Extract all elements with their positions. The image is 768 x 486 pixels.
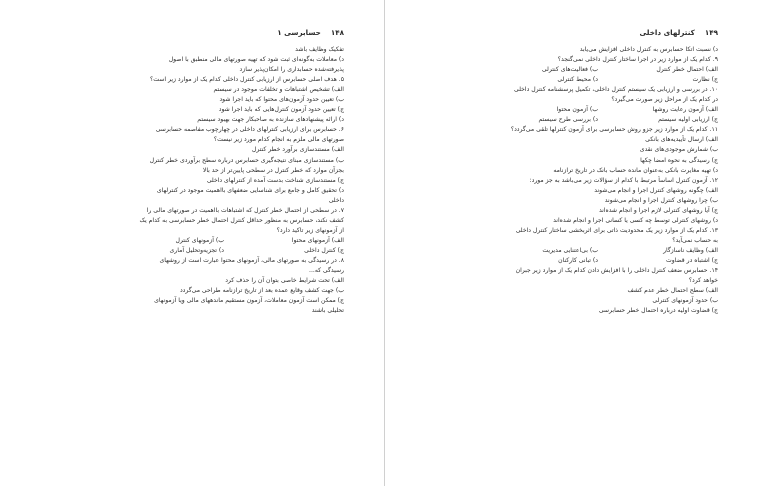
option-item: ب) آزمون محتوا	[556, 106, 598, 114]
text-line: د) تحقیق کامل و جامع برای شناسایی ضعفهای بااهمیت موجود در کنترلهای	[156, 186, 344, 194]
option-row	[425, 246, 718, 256]
option-item: ب) بی‌اعتنایی مدیریت	[542, 246, 598, 254]
running-title: حسابرسی ۱	[277, 28, 321, 37]
text-line: د) ارائه پیشنهادهای سازنده به صاحبکار جهت بهبود سیستم	[197, 116, 344, 124]
option-item: د) محیط کنترلی	[557, 76, 598, 84]
text-line: ج) آیا روشهای کنترلی لازم اجرا و انجام شده‌اند	[598, 206, 718, 214]
option-item: د) تجزیه‌وتحلیل آماری	[169, 246, 224, 254]
text-line: د) معاملات به‌گونه‌ای ثبت شود که تهیه صورتهای مالی منطبق با اصول	[168, 56, 344, 64]
text-line: ۱۳. کدام یک از موارد زیر یک محدودیت ذاتی برای اثربخشی ساختار کنترل داخلی	[515, 226, 718, 234]
text-line: در کدام یک از مراحل زیر صورت می‌گیرد؟	[611, 96, 718, 104]
text-line: ج) قضاوت اولیه درباره احتمال خطر حسابرسی	[598, 307, 718, 315]
text-line: ج) رسیدگی به نحوه امضا چکها	[640, 156, 718, 164]
text-line: پذیرفته‌شده حسابداری را امکان‌پذیر سازد	[239, 66, 344, 74]
text-line: ۷. در سطحی از احتمال خطر کنترل که اشتباهات بااهمیت در صورتهای مالی را	[146, 206, 344, 214]
text-line: تفکیک وظایف باشد	[295, 46, 344, 53]
option-row	[425, 115, 718, 125]
text-line: ب) مستندسازی مبنای نتیجه‌گیری حسابرس درباره سطح برآوردی خطر کنترل	[149, 156, 344, 164]
text-line: از آزمونهای زیر تاکید دارد؟	[276, 226, 344, 234]
text-line: ۱۱. کدام یک از موارد زیر جزو روش حسابرسی برای آزمون کنترلها تلقی می‌گردد؟	[510, 126, 718, 134]
text-line: ۱۲. آزمون کنترل اساساً مرتبط با کدام از سؤالات زیر می‌باشد به جز مورد:	[529, 176, 718, 184]
text-line: ۹. کدام یک از موارد زیر در اجرا ساختار کنترل داخلی نمی‌گنجد؟	[557, 56, 718, 64]
text-line: ۵. هدف اصلی حسابرس از ارزیابی کنترل داخلی کدام یک از موارد زیر است؟	[150, 76, 344, 84]
text-line: ج) تعیین حدود آزمون کنترل‌هایی که باید اجرا شود	[218, 106, 344, 114]
text-line: الف) مستندسازی برآورد خطر کنترل	[251, 146, 344, 154]
option-item: ج) کنترل داخلی	[304, 246, 344, 254]
text-line: الف) تشخیص اشتباهات و تخلفات موجود در سیستم	[213, 86, 344, 94]
text-line: ب) حدود آزمونهای کنترلی	[652, 297, 718, 305]
option-row	[425, 105, 718, 115]
text-line: الف) چگونه روشهای کنترل اجرا و انجام می‌شوند	[594, 186, 718, 194]
text-line: ۱۰. در بررسی و ارزیابی یک سیستم کنترل داخلی، تکمیل پرسشنامه کنترل داخلی	[514, 86, 718, 94]
option-item: الف) آزمون رعایت روشها	[652, 106, 718, 114]
page-number: ۱۴۸	[330, 28, 344, 37]
option-item: د) تبانی کارکنان	[558, 256, 598, 264]
right-text-block	[425, 45, 718, 316]
text-line: بجزآن موارد که خطر کنترل در سطحی پایین‌تر از حد بالا	[202, 166, 344, 174]
text-line: رسیدگی که...	[309, 267, 344, 275]
text-line: الف) سطح احتمال خطر عدم کشف	[627, 287, 718, 295]
option-item: ب) فعالیت‌های کنترلی	[541, 66, 598, 74]
text-line: ب) جهت کشف وقایع عمده بعد از تاریخ ترازنامه طراحی می‌گردد	[179, 287, 344, 295]
option-row	[40, 236, 344, 246]
page-number: ۱۴۹	[704, 28, 718, 37]
option-item: الف) آزمونهای محتوا	[291, 236, 344, 244]
text-line: د) نسبت اتکا حسابرس به کنترل داخلی افزایش می‌یابد	[579, 46, 718, 53]
option-item: ج) اشتباه در قضاوت	[665, 256, 718, 264]
option-item: د) بررسی طرح سیستم	[538, 116, 598, 124]
text-line: کشف نکند، حسابرس به منظور حداقل کنترل احتمال خطر حسابرسی به کدام یک	[139, 216, 344, 224]
text-line: ۶. حسابرس برای ارزیابی کنترلهای داخلی در چهارچوب مفاصمه حسابرسی	[155, 126, 344, 134]
option-row	[425, 256, 718, 266]
option-item: الف) وظایف ناسازگار	[663, 246, 718, 254]
option-item: الف) احتمال خطر کنترل	[656, 66, 718, 74]
text-line: الف) تحت شرایط خاصی بتوان آن را حذف کرد	[225, 277, 344, 285]
right-page	[385, 0, 768, 486]
text-line: د) روشهای کنترلی توسط چه کسی یا کسانی اجرا و انجام شده‌اند	[553, 216, 718, 224]
text-line: تحلیلی باشند	[311, 307, 344, 315]
text-line: ج) مستندسازی شناخت بدست آمده از کنترلهای داخلی	[206, 176, 344, 184]
text-line: داخلی	[328, 196, 344, 204]
text-line: الف) ارسال تأییدیه‌های بانکی	[645, 136, 718, 144]
option-item: ج) نظارت	[692, 76, 718, 84]
option-row	[425, 75, 718, 85]
text-line: ۱۴. حسابرس ضعف کنترل داخلی را با افزایش دادن کدام یک از موارد زیر جبران	[515, 267, 718, 275]
option-row	[40, 246, 344, 256]
text-line: د) تهیه مغایرت بانکی به‌عنوان مانده حساب بانک در تاریخ ترازنامه	[553, 166, 718, 174]
text-line: به حساب نمی‌آید؟	[672, 236, 718, 244]
option-item: ب) آزمونهای کنترل	[175, 236, 224, 244]
option-row	[425, 65, 718, 75]
text-line: ج) ممکن است آزمون معاملات، آزمون مستقیم ماندههای مالی ویا آزمونهای	[154, 297, 344, 305]
text-line: صورتهای مالی ملزم به انجام کدام مورد زیر نیست؟	[213, 136, 344, 144]
left-text-block	[40, 45, 344, 316]
text-line: ب) شمارش موجودی‌های نقدی	[639, 146, 718, 154]
text-line: ب) تعیین حدود آزمون‌های محتوا که باید اجرا شود	[219, 96, 344, 104]
text-line: ب) چرا روشهای کنترل اجرا و انجام می‌شوند	[604, 196, 718, 204]
running-title: کنترلهای داخلی	[639, 28, 695, 37]
text-line: ۸. در رسیدگی به صورتهای مالی، آزمونهای محتوا عبارت است از روشهای	[159, 256, 344, 264]
option-item: ج) ارزیابی اولیه سیستم	[658, 116, 718, 124]
text-line: خواهد کرد؟	[688, 277, 718, 285]
right-page-header	[425, 28, 718, 37]
left-page-header	[40, 28, 344, 37]
